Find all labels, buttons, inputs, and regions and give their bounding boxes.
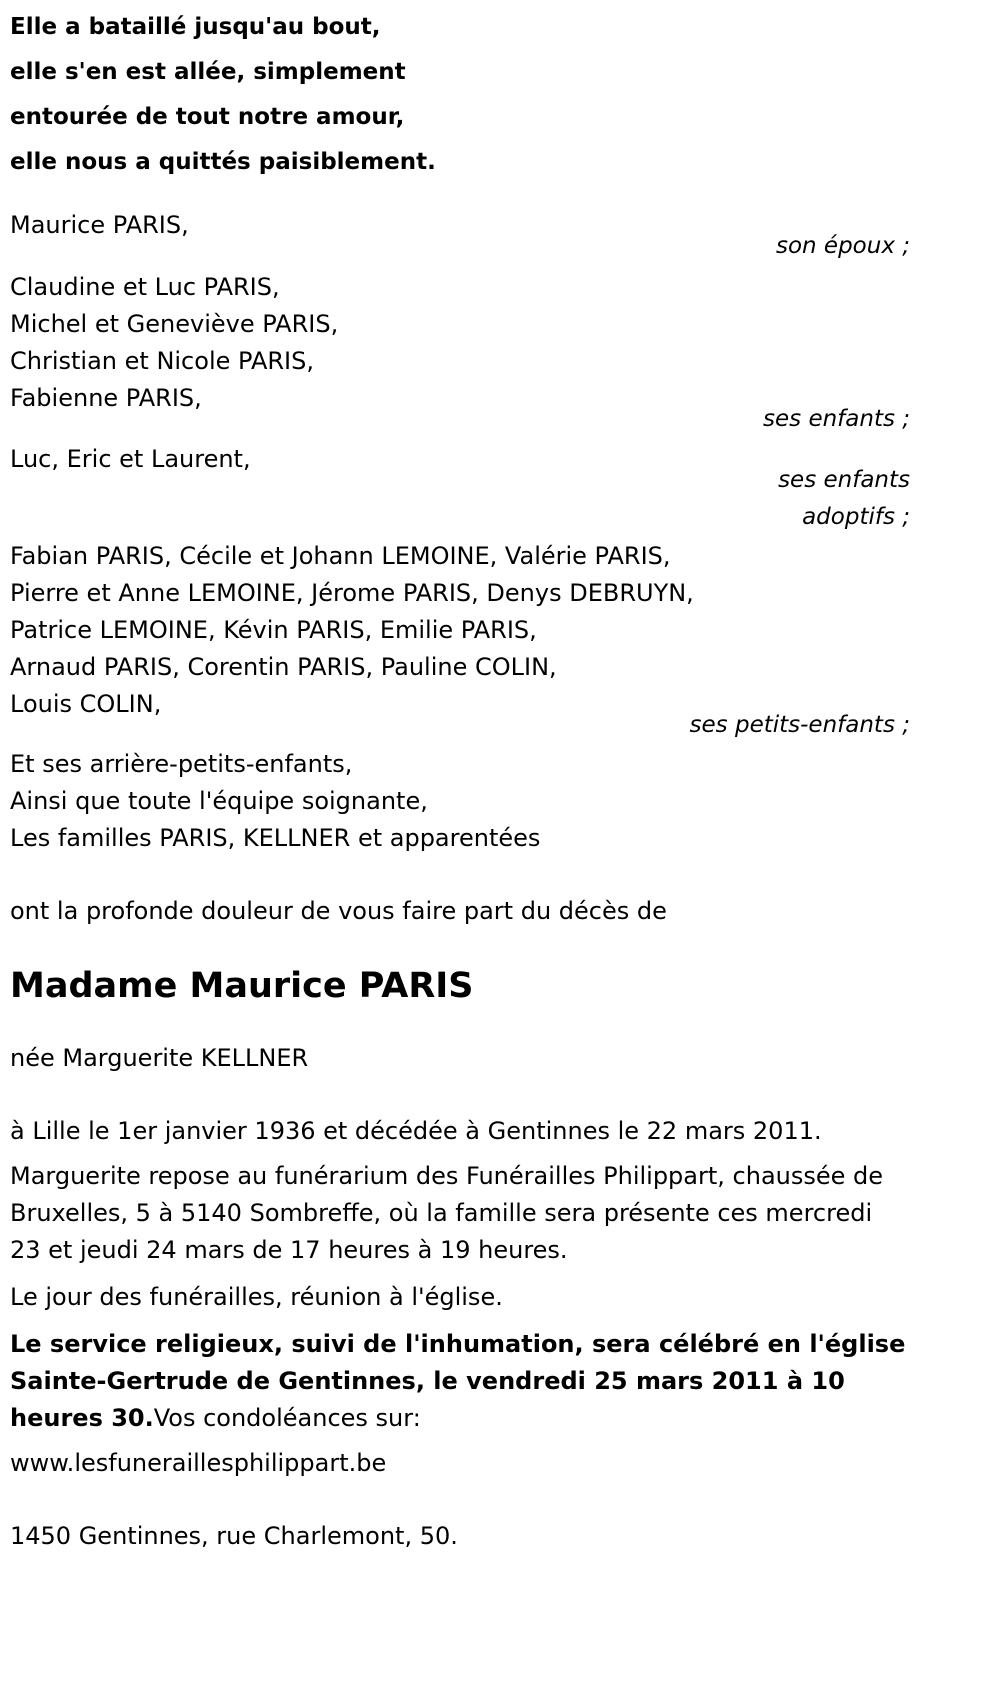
grandchild-name: Fabian PARIS, Cécile et Johann LEMOINE, Valérie PARIS, xyxy=(10,542,671,570)
grandchild-name: Louis COLIN, xyxy=(10,690,162,718)
meeting-line: Le jour des funérailles, réunion à l'église. xyxy=(10,1283,503,1311)
maiden-name: née Marguerite KELLNER xyxy=(10,1044,309,1072)
spouse-role: son époux ; xyxy=(775,233,910,259)
adoptive-role-line1: ses enfants xyxy=(778,467,910,493)
child-name: Michel et Geneviève PARIS, xyxy=(10,310,339,338)
other-relatives-line: Les familles PARIS, KELLNER et apparentées xyxy=(10,824,541,852)
family-children xyxy=(10,269,910,438)
poem-line: elle nous a quittés paisiblement. xyxy=(10,149,436,175)
grandchildren-role: ses petits-enfants ; xyxy=(689,712,910,738)
condolences-label: Vos condoléances sur: xyxy=(153,1404,421,1432)
address-line: 1450 Gentinnes, rue Charlemont, 50. xyxy=(10,1522,458,1550)
other-relatives-line: Et ses arrière-petits-enfants, xyxy=(10,750,353,778)
child-name: Fabienne PARIS, xyxy=(10,384,202,412)
child-name: Christian et Nicole PARIS, xyxy=(10,347,314,375)
announcement-intro: ont la profonde douleur de vous faire part du décès de xyxy=(10,897,667,925)
poem-line: elle s'en est allée, simplement xyxy=(10,59,406,85)
website-link[interactable]: www.lesfuneraillesphilippart.be xyxy=(10,1449,387,1477)
adoptive-child-name: Luc, Eric et Laurent, xyxy=(10,445,251,473)
funerarium-paragraph: Marguerite repose au funérarium des Funérailles Philippart, chaussée de Bruxelles, 5 à 5140 Sombreffe, où la famille sera présente ces mercredi 23 et jeudi 24 mars de 17 heures à 19 heures. xyxy=(10,1162,884,1264)
birth-death-line: à Lille le 1er janvier 1936 et décédée à Gentinnes le 22 mars 2011. xyxy=(10,1117,822,1145)
service-paragraph xyxy=(10,1326,910,1437)
spouse-name: Maurice PARIS, xyxy=(10,211,189,239)
poem-line: Elle a bataillé jusqu'au bout, xyxy=(10,14,381,40)
poem xyxy=(10,5,910,185)
family-spouse xyxy=(10,207,910,265)
obituary-notice xyxy=(10,0,910,1555)
family-adoptive-children xyxy=(10,441,910,536)
grandchild-name: Patrice LEMOINE, Kévin PARIS, Emilie PARIS, xyxy=(10,616,537,644)
child-name: Claudine et Luc PARIS, xyxy=(10,273,280,301)
children-role: ses enfants ; xyxy=(763,406,910,432)
other-relatives-line: Ainsi que toute l'équipe soignante, xyxy=(10,787,428,815)
service-details: Le service religieux, suivi de l'inhumation, sera célébré en l'église Sainte-Gertrude de Gentinnes, le vendredi 25 mars 2011 à 10 heures 30. xyxy=(10,1330,906,1432)
family-grandchildren xyxy=(10,538,910,744)
grandchild-name: Pierre et Anne LEMOINE, Jérome PARIS, Denys DEBRUYN, xyxy=(10,579,694,607)
adoptive-role-line2: adoptifs ; xyxy=(802,504,910,530)
family-others xyxy=(10,746,910,857)
deceased-name: Madame Maurice PARIS xyxy=(10,966,474,1006)
grandchild-name: Arnaud PARIS, Corentin PARIS, Pauline COLIN, xyxy=(10,653,557,681)
poem-line: entourée de tout notre amour, xyxy=(10,104,405,130)
